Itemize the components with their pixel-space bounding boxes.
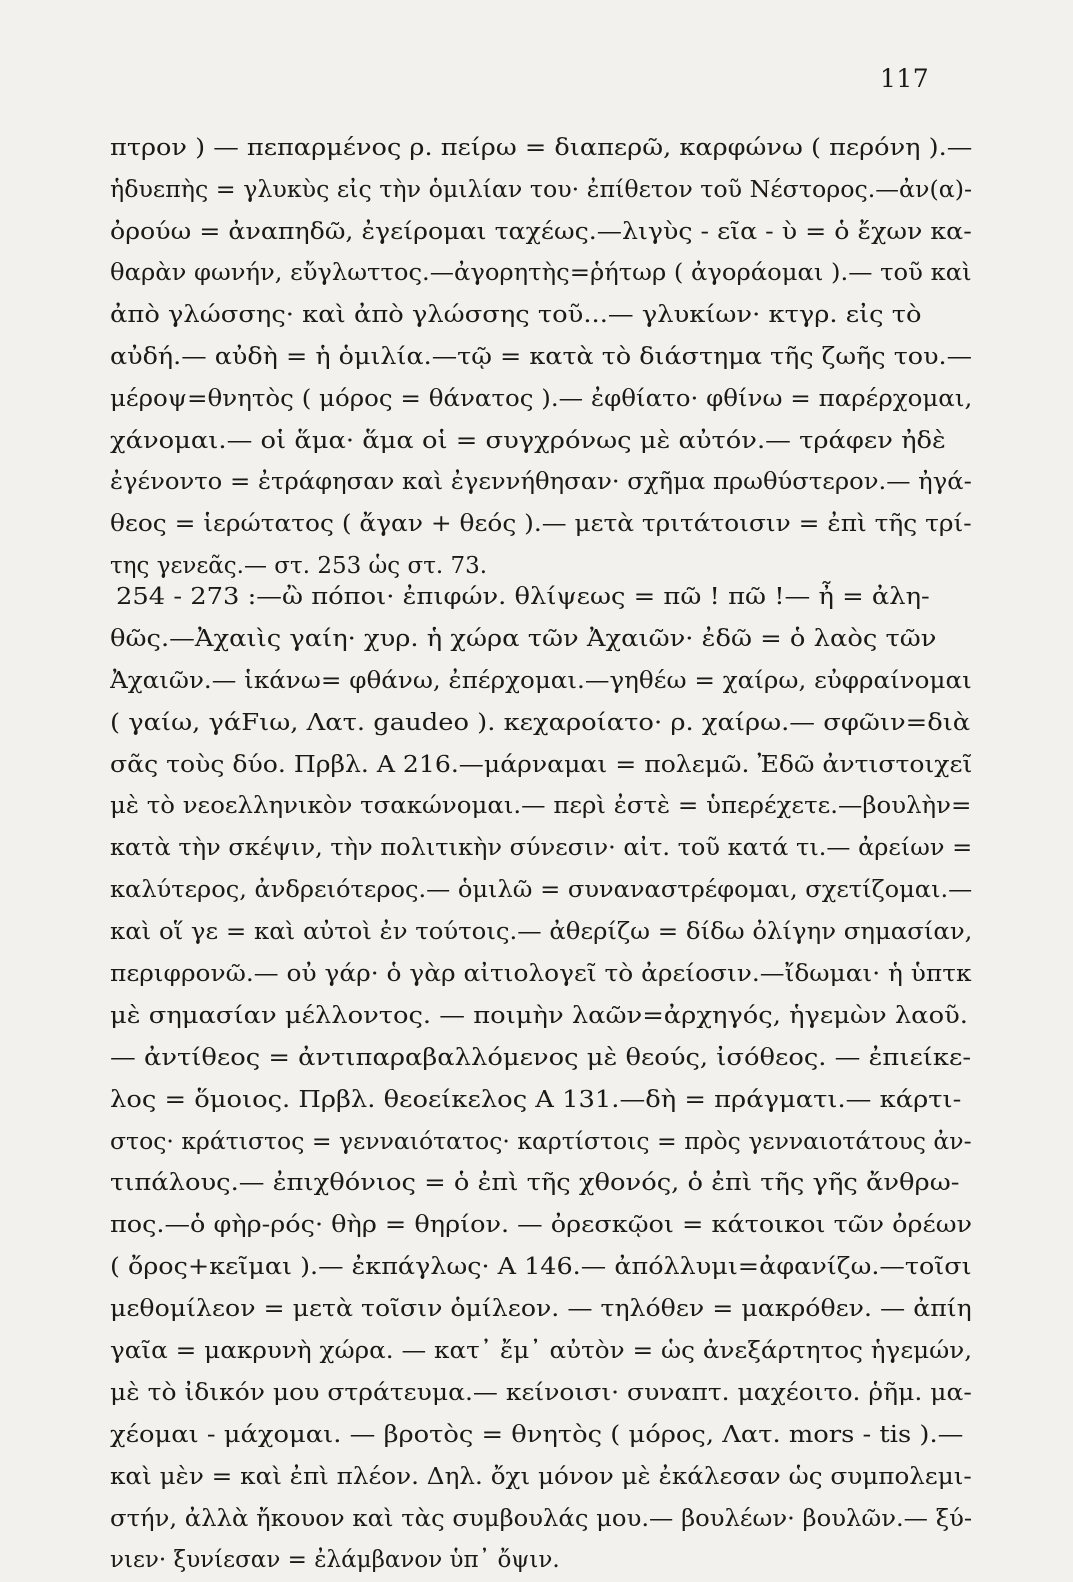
text-line: ἀπὸ γλώσσης· καὶ ἀπὸ γλώσσης τοῦ...— γλυκίων· κτγρ. εἰς τὸ	[110, 302, 922, 329]
text-line: στος· κράτιστος = γενναιότατος· καρτίστοις = πρὸς γενναιοτάτους ἀν-	[110, 1128, 972, 1155]
text-line: μεθομίλεον = μετὰ τοῖσιν ὁμίλεον. — τηλόθεν = μακρόθεν. — ἀπίη	[110, 1296, 972, 1323]
text-line: ( ὄρος+κεῖμαι ).— ἐκπάγλως· Α 146.— ἀπόλλυμι=ἀφανίζω.—τοῖσι	[110, 1254, 972, 1281]
text-line: σᾶς τοὺς δύο. Πρβλ. Α 216.—μάρναμαι = πολεμῶ. Ἐδῶ ἀντιστοιχεῖ	[110, 751, 972, 778]
text-line: ἡδυεπὴς = γλυκὺς εἰς τὴν ὁμιλίαν του· ἐπίθετον τοῦ Νέστορος.—ἀν(α)-	[110, 176, 972, 203]
text-line: 254 - 273 :—ὢ πόποι· ἐπιφών. θλίψεως = πῶ ! πῶ !— ἦ = ἀλη-	[116, 584, 930, 610]
text-line: πτρον ) — πεπαρμένος ρ. πείρω = διαπερῶ, καρφώνω ( περόνη ).—	[110, 135, 972, 161]
text-line: Ἀχαιῶν.— ἱκάνω= φθάνω, ἐπέρχομαι.—γηθέω = χαίρω, εὐφραίνομαι	[110, 667, 972, 694]
text-line: γαῖα = μακρυνὴ χώρα. — κατ᾽ ἔμ᾽ αὐτὸν = ὡς ἀνεξάρτητος ἡγεμών,	[110, 1338, 972, 1365]
text-line: τιπάλους.— ἐπιχθόνιος = ὁ ἐπὶ τῆς χθονός, ὁ ἐπὶ τῆς γῆς ἄνθρω-	[110, 1170, 960, 1197]
text-line: νιεν· ξυνίεσαν = ἐλάμβανον ὑπ᾽ ὄψιν.	[110, 1547, 560, 1574]
text-line: καὶ μὲν = καὶ ἐπὶ πλέον. Δηλ. ὄχι μόνον μὲ ἐκάλεσαν ὡς συμπολεμι-	[110, 1463, 972, 1490]
text-line: μὲ τὸ νεοελληνικὸν τσακώνομαι.— περὶ ἐστὲ = ὑπερέχετε.—βουλὴν=	[110, 793, 972, 820]
text-line: μὲ τὸ ἰδικόν μου στράτευμα.— κείνοισι· συναπτ. μαχέοιτο. ῥῆμ. μα-	[110, 1379, 972, 1406]
text-line: ἐγένοντο = ἐτράφησαν καὶ ἐγεννήθησαν· σχῆμα πρωθύστερον.— ἠγά-	[110, 469, 972, 496]
text-line: ( γαίω, γάFιω, Λατ. gaudeo ). κεχαροίατο· ρ. χαίρω.— σφῶιν=διὰ	[110, 709, 971, 736]
text-line: χέομαι - μάχομαι. — βροτὸς = θνητὸς ( μόρος, Λατ. mors - tis ).—	[110, 1421, 964, 1448]
text-line: αὐδή.— αὐδὴ = ἡ ὁμιλία.—τῷ = κατὰ τὸ διάστημα τῆς ζωῆς του.—	[110, 343, 972, 370]
text-line: λος = ὅμοιος. Πρβλ. θεοείκελος Α 131.—δὴ = πράγματι.— κάρτι-	[110, 1086, 962, 1113]
text-line: θῶς.—Ἀχαιὶς γαίη· χυρ. ἡ χώρα τῶν Ἀχαιῶν· ἐδῶ = ὁ λαὸς τῶν	[110, 625, 937, 652]
page-number: 117	[880, 64, 930, 93]
text-line: μέροψ=θνητὸς ( μόρος = θάνατος ).— ἐφθίατο· φθίνω = παρέρχομαι,	[110, 385, 972, 412]
text-line: μὲ σημασίαν μέλλοντος. — ποιμὴν λαῶν=ἀρχηγός, ἡγεμὼν λαοῦ.	[110, 1002, 968, 1029]
text-line: καὶ οἵ γε = καὶ αὐτοὶ ἐν τούτοις.— ἀθερίζω = δίδω ὀλίγην σημασίαν,	[110, 919, 972, 946]
text-line: στήν, ἀλλὰ ἤκουον καὶ τὰς συμβουλάς μου.— βουλέων· βουλῶν.— ξύ-	[110, 1505, 972, 1532]
text-line: της γενεᾶς.— στ. 253 ὡς στ. 73.	[110, 552, 488, 579]
commentary-paragraph-1	[110, 128, 972, 588]
text-line: περιφρονῶ.— οὐ γάρ· ὁ γὰρ αἰτιολογεῖ τὸ ἀρείοσιν.—ἴδωμαι· ἡ ὑπτκ	[110, 961, 972, 988]
text-line: καλύτερος, ἀνδρειότερος.— ὁμιλῶ = συναναστρέφομαι, σχετίζομαι.—	[110, 877, 972, 904]
text-line: πος.—ὁ φὴρ-ρός· θὴρ = θηρίον. — ὀρεσκῷοι = κάτοικοι τῶν ὀρέων	[110, 1212, 972, 1239]
text-line: ὀρούω = ἀναπηδῶ, ἐγείρομαι ταχέως.—λιγὺς - εῖα - ὺ = ὁ ἔχων κα-	[110, 218, 972, 245]
text-line: θεος = ἱερώτατος ( ἄγαν + θεός ).— μετὰ τριτάτοισιν = ἐπὶ τῆς τρί-	[110, 511, 972, 538]
text-line: θαρὰν φωνήν, εὔγλωττος.—ἀγορητὴς=ῥήτωρ ( ἀγοράομαι ).— τοῦ καὶ	[110, 260, 972, 287]
commentary-paragraph-2	[110, 577, 972, 1582]
text-line: — ἀντίθεος = ἀντιπαραβαλλόμενος μὲ θεούς, ἰσόθεος. — ἐπιείκε-	[110, 1044, 972, 1071]
text-line: κατὰ τὴν σκέψιν, τὴν πολιτικὴν σύνεσιν· αἰτ. τοῦ κατά τι.— ἀρείων =	[110, 835, 972, 862]
text-line: χάνομαι.— οἱ ἅμα· ἅμα οἱ = συγχρόνως μὲ αὐτόν.— τράφεν ἠδὲ	[110, 427, 946, 454]
